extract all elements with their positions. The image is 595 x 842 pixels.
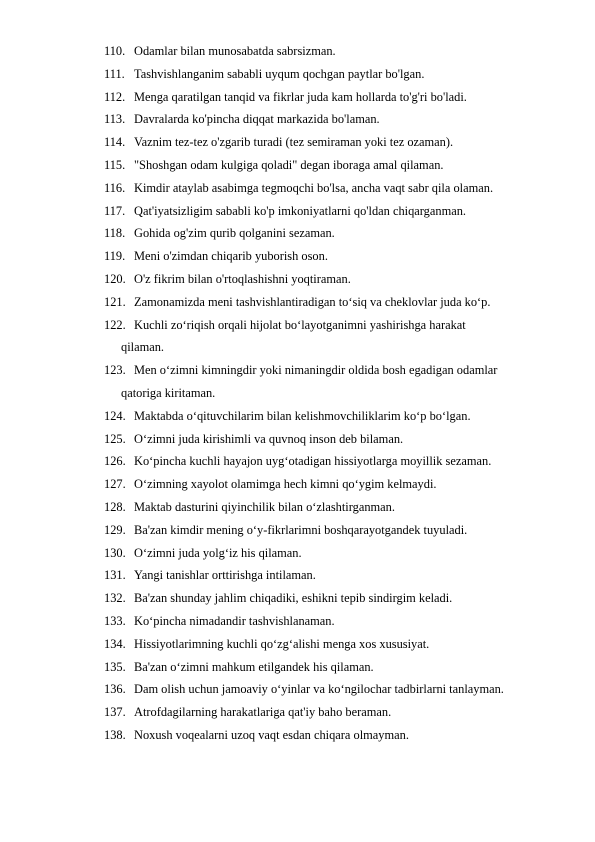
item-text: Ba'zan o‘zimni mahkum etilgandek his qilaman. [134, 659, 374, 674]
item-number: 121. [104, 294, 126, 309]
item-number: 113. [104, 112, 126, 127]
item-text: Meni o'zimdan chiqarib yuborish oson. [134, 249, 328, 264]
list-item [104, 701, 550, 724]
list-item [104, 450, 550, 473]
list-item [104, 587, 550, 610]
list-item [104, 542, 550, 565]
item-text: Tashvishlanganim sababli uyqum qochgan paytlar bo'lgan. [134, 66, 425, 81]
item-number: 128. [104, 499, 126, 514]
list-item [104, 428, 550, 451]
list-item [104, 86, 550, 109]
item-number: 124. [104, 408, 126, 423]
item-number: 130. [104, 545, 126, 560]
list-item [104, 177, 550, 200]
list-item [104, 222, 550, 245]
item-number: 117. [104, 203, 126, 218]
list-item [104, 473, 550, 496]
item-number: 125. [104, 431, 126, 446]
item-text: O‘zimni juda kirishimli va quvnoq inson deb bilaman. [134, 431, 404, 446]
item-text: Dam olish uchun jamoaviy o‘yinlar va ko‘ngilochar tadbirlarni tanlayman. [134, 682, 504, 697]
item-number: 116. [104, 180, 126, 195]
item-number: 114. [104, 135, 126, 150]
item-text: Zamonamizda meni tashvishlantiradigan to‘siq va cheklovlar juda ko‘p. [134, 294, 491, 309]
item-text: Qat'iyatsizligim sababli ko'p imkoniyatlarni qo'ldan chiqarganman. [134, 203, 466, 218]
item-number: 127. [104, 477, 126, 492]
item-number: 118. [104, 226, 126, 241]
item-text: O‘zimning xayolot olamimga hech kimni qo‘ygim kelmaydi. [134, 477, 437, 492]
item-text: Maktab dasturini qiyinchilik bilan o‘zlashtirganman. [134, 499, 395, 514]
item-number: 126. [104, 454, 126, 469]
item-text: Kimdir ataylab asabimga tegmoqchi bo'lsa, ancha vaqt sabr qila olaman. [134, 180, 494, 195]
item-number: 129. [104, 522, 126, 537]
list-item [104, 200, 550, 223]
item-number: 122. [104, 317, 126, 332]
item-number: 110. [104, 44, 126, 58]
list-item [104, 633, 550, 656]
item-text: Yangi tanishlar orttirishga intilaman. [134, 568, 316, 583]
item-text-continuation: qilaman. [121, 340, 165, 355]
item-number: 135. [104, 659, 126, 674]
item-number: 136. [104, 682, 126, 697]
item-text: Kuchli zo‘riqish orqali hijolat bo‘layotganimni yashirishga harakat [134, 317, 466, 332]
item-text: O‘zimni juda yolg‘iz his qilaman. [134, 545, 302, 560]
list-item [104, 108, 550, 131]
item-text: Gohida og'zim qurib qolganini sezaman. [134, 226, 335, 241]
list-item [104, 519, 550, 542]
item-text: Ba'zan kimdir mening o‘y-fikrlarimni boshqarayotgandek tuyuladi. [134, 522, 468, 537]
item-number: 133. [104, 613, 126, 628]
list-item [104, 131, 550, 154]
list-item [104, 154, 550, 177]
item-number: 131. [104, 568, 126, 583]
item-number: 115. [104, 157, 126, 172]
list-item [104, 314, 550, 360]
item-text: Atrofdagilarning harakatlariga qat'iy baho beraman. [134, 705, 392, 720]
list-item [104, 656, 550, 679]
list-item [104, 359, 550, 405]
list-item [104, 291, 550, 314]
item-text: Ba'zan shunday jahlim chiqadiki, eshikni tepib sindirgim keladi. [134, 591, 453, 606]
item-text: Vaznim tez-tez o'zgarib turadi (tez semiraman yoki tez ozaman). [134, 135, 454, 150]
list-item [104, 678, 550, 701]
item-text: O'z fikrim bilan o'rtoqlashishni yoqtiraman. [134, 271, 351, 286]
list-item [104, 564, 550, 587]
item-number: 138. [104, 727, 126, 742]
item-number: 132. [104, 591, 126, 606]
item-text: "Shoshgan odam kulgiga qoladi" degan iboraga amal qilaman. [134, 157, 444, 172]
list-item [104, 496, 550, 519]
item-text: Ko‘pincha kuchli hayajon uyg‘otadigan hissiyotlarga moyillik sezaman. [134, 454, 492, 469]
item-number: 137. [104, 705, 126, 720]
list-item [104, 268, 550, 291]
item-text: Menga qaratilgan tanqid va fikrlar juda kam hollarda to'g'ri bo'ladi. [134, 89, 467, 104]
list-item [104, 40, 550, 63]
item-text-continuation: qatoriga kiritaman. [121, 385, 216, 400]
item-number: 111. [104, 66, 125, 81]
item-number: 119. [104, 249, 126, 264]
list-item [104, 63, 550, 86]
item-number: 120. [104, 271, 126, 286]
item-text: Davralarda ko'pincha diqqat markazida bo'laman. [134, 112, 380, 127]
list-item [104, 405, 550, 428]
item-text: Odamlar bilan munosabatda sabrsizman. [134, 44, 336, 58]
item-text: Ko‘pincha nimadandir tashvishlanaman. [134, 613, 335, 628]
item-text: Maktabda o‘qituvchilarim bilan kelishmovchiliklarim ko‘p bo‘lgan. [134, 408, 471, 423]
item-text: Men o‘zimni kimningdir yoki nimaningdir oldida bosh egadigan odamlar [134, 363, 498, 378]
list-item [104, 245, 550, 268]
item-number: 123. [104, 363, 126, 378]
item-number: 134. [104, 636, 126, 651]
item-number: 112. [104, 89, 126, 104]
list-item [104, 724, 550, 747]
list-item [104, 610, 550, 633]
item-text: Hissiyotlarimning kuchli qo‘zg‘alishi menga xos xususiyat. [134, 636, 430, 651]
questionnaire-list [104, 40, 550, 747]
item-text: Noxush voqealarni uzoq vaqt esdan chiqara olmayman. [134, 727, 409, 742]
